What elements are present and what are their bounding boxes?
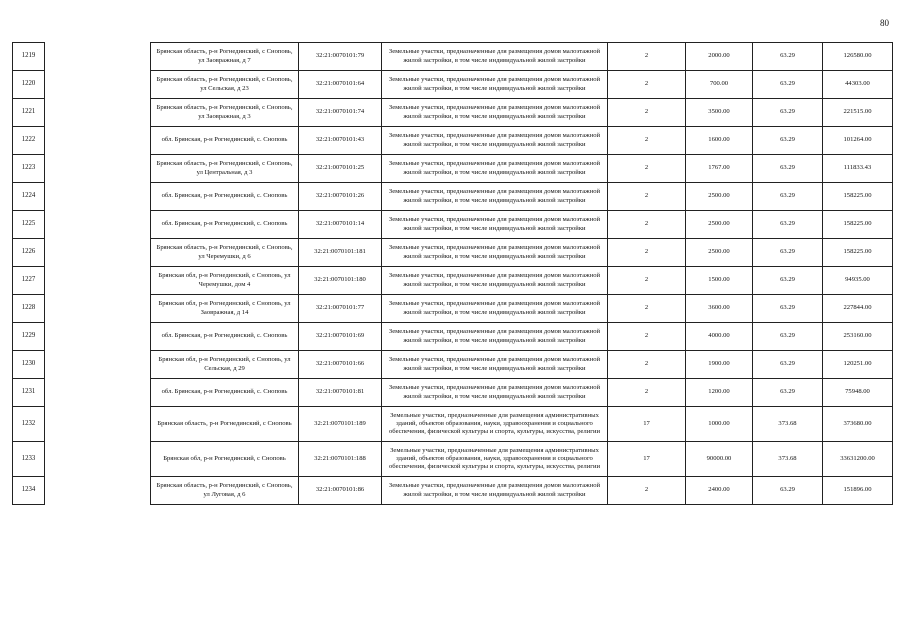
blank-cell: [45, 267, 151, 295]
table-row: [13, 295, 893, 323]
address-cell: Брянская область, р-н Рогнединский, с Сноповь, ул Центральная, д 3: [151, 155, 299, 183]
cadastral-rate-cell: 63.29: [753, 155, 823, 183]
area-cell: 90000.00: [686, 442, 753, 477]
use-code-cell: 17: [608, 442, 686, 477]
land-use-description-cell: Земельные участки, предназначенные для размещения домов малоэтажной жилой застройки, в том числе индивидуальной жилой застройки: [382, 211, 608, 239]
address-cell: Брянская обл, р-н Рогнединский, с Сноповь: [151, 442, 299, 477]
use-code-cell: 2: [608, 71, 686, 99]
address-cell: Брянская область, р-н Рогнединский, с Сноповь, ул Сельская, д 23: [151, 71, 299, 99]
row-number-cell: 1223: [13, 155, 45, 183]
use-code-cell: 2: [608, 127, 686, 155]
use-code-cell: 2: [608, 155, 686, 183]
address-cell: Брянская область, р-н Рогнединский, с Сноповь, ул Заовражная, д 3: [151, 99, 299, 127]
cadastral-value-cell: 94935.00: [823, 267, 893, 295]
land-use-description-cell: Земельные участки, предназначенные для размещения домов малоэтажной жилой застройки, в том числе индивидуальной жилой застройки: [382, 127, 608, 155]
blank-cell: [45, 71, 151, 99]
blank-cell: [45, 239, 151, 267]
cadastral-rate-cell: 63.29: [753, 477, 823, 505]
row-number-cell: 1232: [13, 407, 45, 442]
table-row: [13, 99, 893, 127]
table-row: [13, 379, 893, 407]
row-number-cell: 1222: [13, 127, 45, 155]
table-row: [13, 155, 893, 183]
cadastral-rate-cell: 63.29: [753, 71, 823, 99]
address-cell: Брянская область, р-н Рогнединский, с Сноповь: [151, 407, 299, 442]
row-number-cell: 1221: [13, 99, 45, 127]
land-use-description-cell: Земельные участки, предназначенные для размещения домов малоэтажной жилой застройки, в том числе индивидуальной жилой застройки: [382, 295, 608, 323]
blank-cell: [45, 379, 151, 407]
area-cell: 4000.00: [686, 323, 753, 351]
table-row: [13, 127, 893, 155]
table-row: [13, 442, 893, 477]
cadastral-value-cell: 101264.00: [823, 127, 893, 155]
use-code-cell: 2: [608, 239, 686, 267]
table-row: [13, 183, 893, 211]
cadastral-number-cell: 32:21:0070101:69: [299, 323, 382, 351]
cadastral-rate-cell: 63.29: [753, 99, 823, 127]
blank-cell: [45, 407, 151, 442]
use-code-cell: 2: [608, 183, 686, 211]
blank-cell: [45, 211, 151, 239]
cadastral-number-cell: 32:21:0070101:66: [299, 351, 382, 379]
cadastral-rate-cell: 63.29: [753, 295, 823, 323]
cadastral-value-cell: 253160.00: [823, 323, 893, 351]
land-use-description-cell: Земельные участки, предназначенные для размещения домов малоэтажной жилой застройки, в том числе индивидуальной жилой застройки: [382, 239, 608, 267]
cadastral-number-cell: 32:21:0070101:74: [299, 99, 382, 127]
blank-cell: [45, 127, 151, 155]
land-plot-registry-table: [12, 42, 893, 505]
cadastral-value-cell: 158225.00: [823, 211, 893, 239]
cadastral-number-cell: 32:21:0070101:86: [299, 477, 382, 505]
row-number-cell: 1230: [13, 351, 45, 379]
cadastral-number-cell: 32:21:0070101:43: [299, 127, 382, 155]
table-row: [13, 267, 893, 295]
table-row: [13, 211, 893, 239]
address-cell: обл. Брянская, р-н Рогнединский, с. Сноповь: [151, 323, 299, 351]
cadastral-rate-cell: 63.29: [753, 211, 823, 239]
row-number-cell: 1233: [13, 442, 45, 477]
land-use-description-cell: Земельные участки, предназначенные для размещения домов малоэтажной жилой застройки, в том числе индивидуальной жилой застройки: [382, 71, 608, 99]
row-number-cell: 1224: [13, 183, 45, 211]
cadastral-value-cell: 373680.00: [823, 407, 893, 442]
table-row: [13, 239, 893, 267]
cadastral-number-cell: 32:21:0070101:181: [299, 239, 382, 267]
cadastral-number-cell: 32:21:0070101:189: [299, 407, 382, 442]
cadastral-number-cell: 32:21:0070101:188: [299, 442, 382, 477]
cadastral-value-cell: 126580.00: [823, 43, 893, 71]
cadastral-rate-cell: 63.29: [753, 43, 823, 71]
area-cell: 2500.00: [686, 239, 753, 267]
use-code-cell: 2: [608, 379, 686, 407]
row-number-cell: 1227: [13, 267, 45, 295]
cadastral-rate-cell: 63.29: [753, 323, 823, 351]
area-cell: 1200.00: [686, 379, 753, 407]
row-number-cell: 1234: [13, 477, 45, 505]
area-cell: 2400.00: [686, 477, 753, 505]
cadastral-number-cell: 32:21:0070101:77: [299, 295, 382, 323]
blank-cell: [45, 43, 151, 71]
cadastral-value-cell: 158225.00: [823, 183, 893, 211]
page-number: 80: [880, 18, 889, 28]
row-number-cell: 1231: [13, 379, 45, 407]
table-body: [13, 43, 893, 505]
use-code-cell: 2: [608, 267, 686, 295]
land-use-description-cell: Земельные участки, предназначенные для размещения домов малоэтажной жилой застройки, в том числе индивидуальной жилой застройки: [382, 183, 608, 211]
area-cell: 1500.00: [686, 267, 753, 295]
use-code-cell: 2: [608, 477, 686, 505]
land-use-description-cell: Земельные участки, предназначенные для размещения домов малоэтажной жилой застройки, в том числе индивидуальной жилой застройки: [382, 99, 608, 127]
blank-cell: [45, 155, 151, 183]
cadastral-value-cell: 227844.00: [823, 295, 893, 323]
area-cell: 3500.00: [686, 99, 753, 127]
cadastral-value-cell: 158225.00: [823, 239, 893, 267]
cadastral-rate-cell: 63.29: [753, 379, 823, 407]
row-number-cell: 1220: [13, 71, 45, 99]
use-code-cell: 17: [608, 407, 686, 442]
row-number-cell: 1229: [13, 323, 45, 351]
area-cell: 1000.00: [686, 407, 753, 442]
table-row: [13, 43, 893, 71]
use-code-cell: 2: [608, 351, 686, 379]
address-cell: Брянская обл, р-н Рогнединский, с Сноповь, ул Черемушки, дом 4: [151, 267, 299, 295]
land-use-description-cell: Земельные участки, предназначенные для размещения домов малоэтажной жилой застройки, в том числе индивидуальной жилой застройки: [382, 43, 608, 71]
area-cell: 1767.00: [686, 155, 753, 183]
land-use-description-cell: Земельные участки, предназначенные для размещения домов малоэтажной жилой застройки, в том числе индивидуальной жилой застройки: [382, 155, 608, 183]
address-cell: Брянская область, р-н Рогнединский, с Сноповь, ул Заовражная, д 7: [151, 43, 299, 71]
cadastral-number-cell: 32:21:0070101:180: [299, 267, 382, 295]
table-row: [13, 477, 893, 505]
blank-cell: [45, 477, 151, 505]
row-number-cell: 1228: [13, 295, 45, 323]
use-code-cell: 2: [608, 43, 686, 71]
land-use-description-cell: Земельные участки, предназначенные для размещения административных зданий, объектов образования, науки, здравоохранения и социального обеспечения, физической культуры и спорта, культуры, искусства, религии: [382, 407, 608, 442]
blank-cell: [45, 442, 151, 477]
cadastral-rate-cell: 63.29: [753, 351, 823, 379]
cadastral-rate-cell: 373.68: [753, 407, 823, 442]
area-cell: 1600.00: [686, 127, 753, 155]
blank-cell: [45, 351, 151, 379]
blank-cell: [45, 183, 151, 211]
land-use-description-cell: Земельные участки, предназначенные для размещения домов малоэтажной жилой застройки, в том числе индивидуальной жилой застройки: [382, 323, 608, 351]
blank-cell: [45, 323, 151, 351]
cadastral-number-cell: 32:21:0070101:14: [299, 211, 382, 239]
cadastral-number-cell: 32:21:0070101:81: [299, 379, 382, 407]
cadastral-number-cell: 32:21:0070101:26: [299, 183, 382, 211]
area-cell: 700.00: [686, 71, 753, 99]
address-cell: обл. Брянская, р-н Рогнединский, с. Сноповь: [151, 183, 299, 211]
table-row: [13, 351, 893, 379]
land-use-description-cell: Земельные участки, предназначенные для размещения домов малоэтажной жилой застройки, в том числе индивидуальной жилой застройки: [382, 351, 608, 379]
cadastral-value-cell: 111833.43: [823, 155, 893, 183]
area-cell: 2500.00: [686, 211, 753, 239]
use-code-cell: 2: [608, 323, 686, 351]
use-code-cell: 2: [608, 99, 686, 127]
address-cell: обл. Брянская, р-н Рогнединский, с. Сноповь: [151, 211, 299, 239]
address-cell: Брянская обл, р-н Рогнединский, с Сноповь, ул Заовражная, д 14: [151, 295, 299, 323]
use-code-cell: 2: [608, 211, 686, 239]
row-number-cell: 1219: [13, 43, 45, 71]
land-use-description-cell: Земельные участки, предназначенные для размещения домов малоэтажной жилой застройки, в том числе индивидуальной жилой застройки: [382, 267, 608, 295]
blank-cell: [45, 99, 151, 127]
cadastral-rate-cell: 63.29: [753, 127, 823, 155]
table-row: [13, 323, 893, 351]
blank-cell: [45, 295, 151, 323]
land-use-description-cell: Земельные участки, предназначенные для размещения административных зданий, объектов образования, науки, здравоохранения и социального обеспечения, физической культуры и спорта, культуры, искусства, религии: [382, 442, 608, 477]
cadastral-rate-cell: 373.68: [753, 442, 823, 477]
cadastral-number-cell: 32:21:0070101:64: [299, 71, 382, 99]
table-row: [13, 71, 893, 99]
cadastral-number-cell: 32:21:0070101:25: [299, 155, 382, 183]
cadastral-rate-cell: 63.29: [753, 183, 823, 211]
cadastral-value-cell: 33631200.00: [823, 442, 893, 477]
use-code-cell: 2: [608, 295, 686, 323]
address-cell: обл. Брянская, р-н Рогнединский, с. Сноповь: [151, 127, 299, 155]
area-cell: 2000.00: [686, 43, 753, 71]
cadastral-value-cell: 75948.00: [823, 379, 893, 407]
address-cell: Брянская область, р-н Рогнединский, с Сноповь, ул Луговая, д 6: [151, 477, 299, 505]
table-row: [13, 407, 893, 442]
address-cell: Брянская область, р-н Рогнединский, с Сноповь, ул Черемушки, д 6: [151, 239, 299, 267]
area-cell: 3600.00: [686, 295, 753, 323]
cadastral-value-cell: 44303.00: [823, 71, 893, 99]
area-cell: 1900.00: [686, 351, 753, 379]
area-cell: 2500.00: [686, 183, 753, 211]
address-cell: Брянская обл, р-н Рогнединский, с Сноповь, ул Сельская, д 29: [151, 351, 299, 379]
cadastral-number-cell: 32:21:0070101:79: [299, 43, 382, 71]
land-use-description-cell: Земельные участки, предназначенные для размещения домов малоэтажной жилой застройки, в том числе индивидуальной жилой застройки: [382, 379, 608, 407]
row-number-cell: 1225: [13, 211, 45, 239]
land-use-description-cell: Земельные участки, предназначенные для размещения домов малоэтажной жилой застройки, в том числе индивидуальной жилой застройки: [382, 477, 608, 505]
address-cell: обл. Брянская, р-н Рогнединский, с. Сноповь: [151, 379, 299, 407]
cadastral-value-cell: 120251.00: [823, 351, 893, 379]
cadastral-rate-cell: 63.29: [753, 267, 823, 295]
cadastral-value-cell: 151896.00: [823, 477, 893, 505]
cadastral-value-cell: 221515.00: [823, 99, 893, 127]
row-number-cell: 1226: [13, 239, 45, 267]
cadastral-rate-cell: 63.29: [753, 239, 823, 267]
